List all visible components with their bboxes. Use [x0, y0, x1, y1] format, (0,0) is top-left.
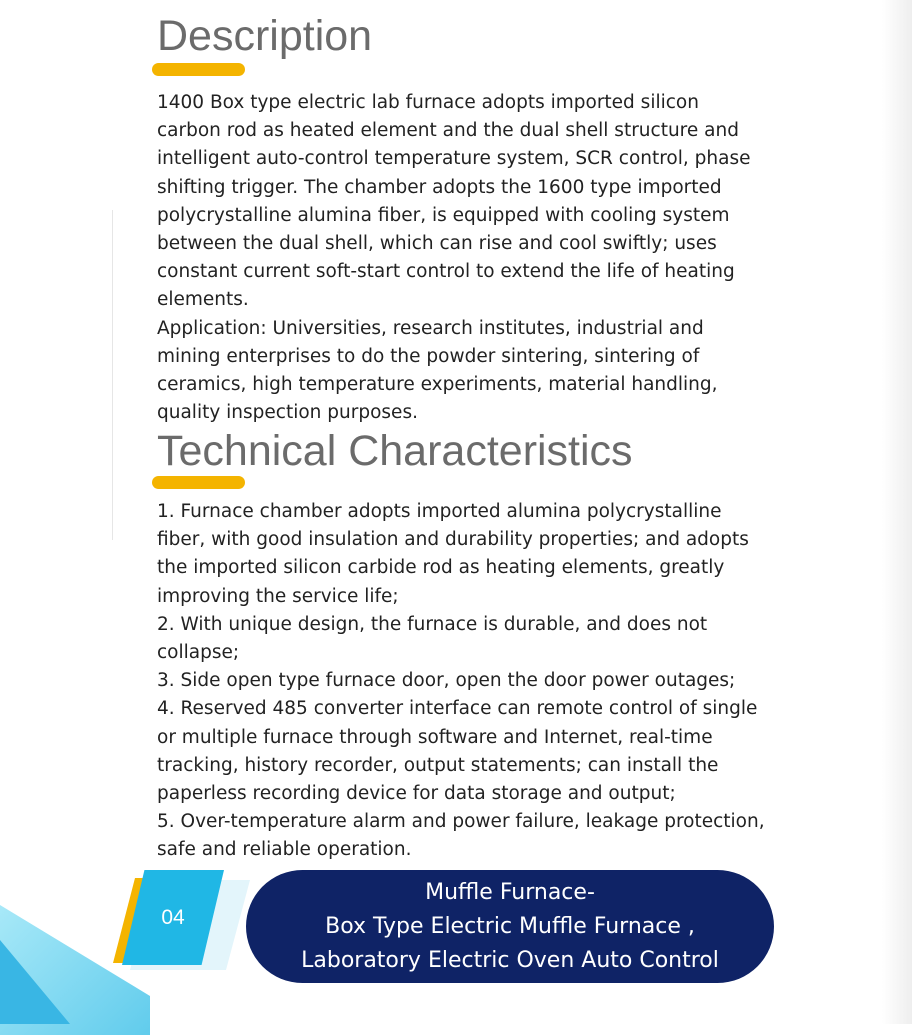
page-number: 04: [161, 905, 185, 929]
technical-list: [157, 498, 767, 865]
technical-item: 2. With unique design, the furnace is durable, and does not collapse;: [157, 613, 708, 664]
technical-item: 3. Side open type furnace door, open the door power outages;: [157, 670, 736, 692]
technical-item: 5. Over-temperature alarm and power failure, leakage protection, safe and reliable operation.: [157, 811, 765, 861]
page-edge-shade: [882, 0, 912, 1024]
margin-rule: [112, 210, 113, 540]
description-paragraph: 1400 Box type electric lab furnace adopts imported silicon carbon rod as heated element and the dual shell structure and intelligent auto-control temperature system, SCR control, phase shifting trigger. The chamber adopts the 1600 type imported polycrystalline alumina fiber, is equipped with cooling system between the dual shell, which can rise and cool swiftly; uses constant current soft-start control to extend the life of heating elements.: [157, 92, 751, 311]
description-body: [157, 89, 767, 427]
technical-item: 4. Reserved 485 converter interface can remote control of single or multiple furnace through software and Internet, real-time tracking, history recorder, output statements; can install the paperless recording device for data storage and output;: [157, 698, 758, 805]
technical-heading-underline: [152, 476, 245, 489]
product-title-banner: [246, 870, 774, 983]
application-paragraph: Application: Universities, research institutes, industrial and mining enterprises to do the powder sintering, sintering of ceramics, high temperature experiments, material handling, quality inspection purposes.: [157, 317, 718, 424]
description-heading: Description: [157, 12, 373, 60]
technical-heading: Technical Characteristics: [157, 427, 633, 475]
technical-item: 1. Furnace chamber adopts imported alumina polycrystalline fiber, with good insulation and durability properties; and adopts the imported silicon carbide rod as heating elements, greatly improving the service life;: [157, 501, 749, 607]
product-title-line: Laboratory Electric Oven Auto Control: [301, 947, 719, 973]
description-heading-underline: [152, 63, 245, 76]
product-title-line: Muffle Furnace-: [425, 879, 595, 905]
product-title-line: Box Type Electric Muffle Furnace ,: [325, 913, 695, 939]
